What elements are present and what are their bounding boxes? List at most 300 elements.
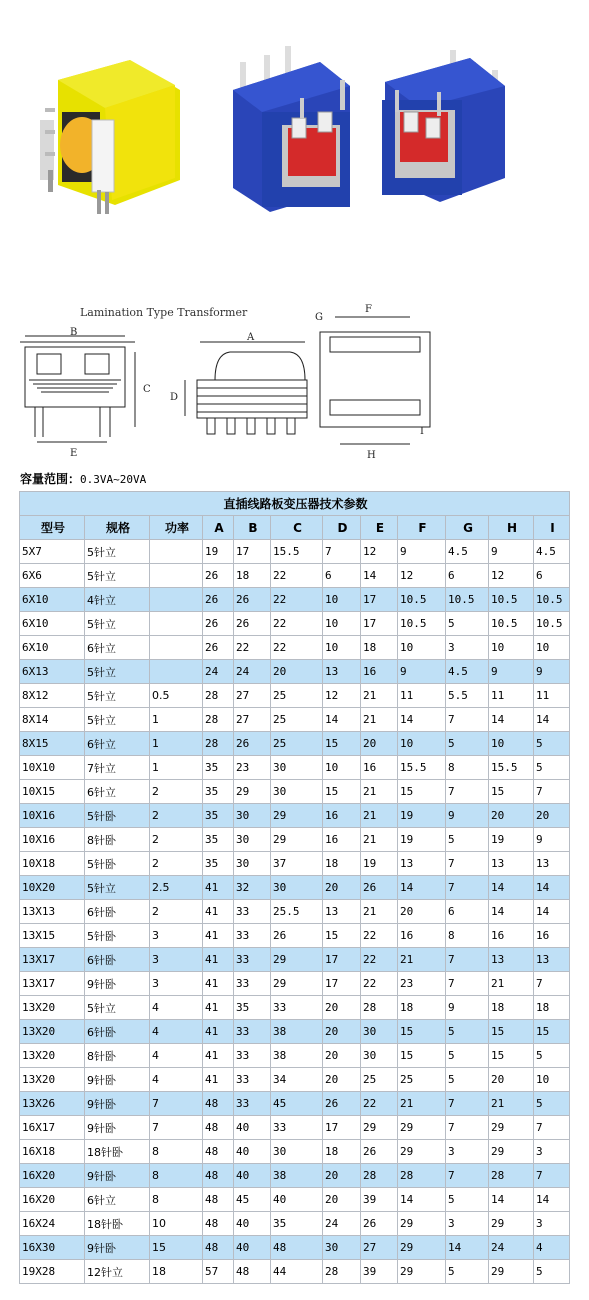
table-cell: 13X15 <box>20 924 85 948</box>
table-cell: 10.5 <box>534 612 570 636</box>
table-row <box>20 780 570 804</box>
table-cell: 48 <box>203 1116 234 1140</box>
table-cell: 9 <box>398 540 446 564</box>
table-cell: 25 <box>361 1068 398 1092</box>
table-cell: 44 <box>271 1260 323 1284</box>
table-cell: 33 <box>234 1044 271 1068</box>
table-cell: 5 <box>534 1260 570 1284</box>
table-cell: 13X20 <box>20 1044 85 1068</box>
table-cell: 33 <box>234 900 271 924</box>
table-cell: 19 <box>398 828 446 852</box>
table-cell: 5.5 <box>446 684 489 708</box>
table-cell: 14 <box>398 708 446 732</box>
table-cell: 22 <box>271 612 323 636</box>
table-cell: 30 <box>323 1236 361 1260</box>
table-cell: 7针立 <box>85 756 150 780</box>
table-cell: 9 <box>489 660 534 684</box>
table-cell: 20 <box>323 1044 361 1068</box>
table-cell: 3 <box>446 636 489 660</box>
table-cell: 22 <box>361 924 398 948</box>
table-row <box>20 828 570 852</box>
table-cell: 22 <box>361 1092 398 1116</box>
table-cell: 3 <box>534 1140 570 1164</box>
table-cell: 13 <box>534 852 570 876</box>
table-cell: 21 <box>361 828 398 852</box>
table-cell: 8 <box>446 756 489 780</box>
table-row <box>20 612 570 636</box>
table-cell: 26 <box>203 612 234 636</box>
table-cell: 30 <box>234 804 271 828</box>
table-cell: 16X20 <box>20 1188 85 1212</box>
table-cell: 7 <box>446 780 489 804</box>
table-cell: 41 <box>203 1068 234 1092</box>
table-cell: 5 <box>534 1044 570 1068</box>
table-cell: 39 <box>361 1260 398 1284</box>
table-cell: 14 <box>534 876 570 900</box>
product-photos <box>0 0 589 240</box>
table-cell: 0.5 <box>150 684 203 708</box>
table-row <box>20 1044 570 1068</box>
table-cell: 17 <box>361 588 398 612</box>
table-cell: 14 <box>489 708 534 732</box>
table-cell: 48 <box>203 1212 234 1236</box>
table-row <box>20 924 570 948</box>
table-cell: 16 <box>361 660 398 684</box>
table-cell: 20 <box>271 660 323 684</box>
table-cell: 3 <box>150 972 203 996</box>
table-cell: 12 <box>489 564 534 588</box>
table-cell: 9针卧 <box>85 1116 150 1140</box>
table-cell: 5针立 <box>85 876 150 900</box>
table-cell: 6X10 <box>20 612 85 636</box>
table-cell: 20 <box>323 1020 361 1044</box>
table-cell: 15 <box>489 1044 534 1068</box>
column-header: I <box>534 516 570 540</box>
table-cell: 12 <box>398 564 446 588</box>
table-cell: 25 <box>271 732 323 756</box>
yellow-transformer-photo <box>40 60 180 214</box>
table-cell: 5 <box>446 1068 489 1092</box>
table-cell: 3 <box>446 1140 489 1164</box>
table-cell: 10X16 <box>20 804 85 828</box>
table-cell: 9针卧 <box>85 1236 150 1260</box>
table-cell: 7 <box>150 1116 203 1140</box>
table-cell: 8 <box>150 1164 203 1188</box>
table-cell: 33 <box>271 1116 323 1140</box>
table-cell: 30 <box>271 780 323 804</box>
table-cell: 28 <box>323 1260 361 1284</box>
dim-label-e: E <box>70 448 78 459</box>
table-cell: 21 <box>398 1092 446 1116</box>
table-cell <box>150 612 203 636</box>
table-cell: 41 <box>203 900 234 924</box>
table-cell: 26 <box>323 1092 361 1116</box>
table-cell: 2 <box>150 804 203 828</box>
table-cell: 6 <box>446 564 489 588</box>
table-cell: 17 <box>323 948 361 972</box>
table-cell: 13X17 <box>20 948 85 972</box>
table-cell: 5针立 <box>85 708 150 732</box>
table-cell: 41 <box>203 996 234 1020</box>
table-cell: 7 <box>446 948 489 972</box>
table-cell: 10.5 <box>398 612 446 636</box>
table-cell: 48 <box>203 1092 234 1116</box>
table-row <box>20 996 570 1020</box>
table-cell: 33 <box>234 924 271 948</box>
table-row <box>20 1140 570 1164</box>
table-row <box>20 636 570 660</box>
table-cell: 3 <box>534 1212 570 1236</box>
table-cell: 9针卧 <box>85 1068 150 1092</box>
table-cell: 13 <box>323 660 361 684</box>
table-cell: 48 <box>203 1140 234 1164</box>
table-cell: 45 <box>234 1188 271 1212</box>
table-cell: 18 <box>398 996 446 1020</box>
table-cell: 6针立 <box>85 780 150 804</box>
table-cell: 8X14 <box>20 708 85 732</box>
table-cell: 41 <box>203 1020 234 1044</box>
table-cell: 13 <box>489 852 534 876</box>
table-cell: 11 <box>489 684 534 708</box>
table-cell: 41 <box>203 948 234 972</box>
table-cell: 48 <box>271 1236 323 1260</box>
table-cell: 5针立 <box>85 612 150 636</box>
table-cell: 5X7 <box>20 540 85 564</box>
table-cell: 22 <box>271 636 323 660</box>
table-cell: 27 <box>361 1236 398 1260</box>
table-cell: 24 <box>323 1212 361 1236</box>
table-cell: 6 <box>534 564 570 588</box>
table-cell: 33 <box>234 948 271 972</box>
table-row <box>20 588 570 612</box>
table-cell: 35 <box>203 852 234 876</box>
table-cell: 24 <box>234 660 271 684</box>
table-cell: 7 <box>446 852 489 876</box>
table-cell: 8 <box>150 1140 203 1164</box>
table-cell <box>150 588 203 612</box>
table-body <box>20 540 570 1284</box>
dim-label-g: G <box>315 312 323 323</box>
table-cell: 5 <box>446 1020 489 1044</box>
table-cell: 10 <box>323 636 361 660</box>
table-cell: 3 <box>150 924 203 948</box>
table-cell: 40 <box>234 1164 271 1188</box>
table-row <box>20 564 570 588</box>
table-cell: 3 <box>446 1212 489 1236</box>
table-cell: 22 <box>271 588 323 612</box>
table-cell: 14 <box>534 708 570 732</box>
table-cell: 11 <box>534 684 570 708</box>
table-cell: 18 <box>150 1260 203 1284</box>
table-cell: 16X30 <box>20 1236 85 1260</box>
table-cell: 16 <box>323 804 361 828</box>
table-cell: 19 <box>489 828 534 852</box>
table-cell: 27 <box>234 708 271 732</box>
table-cell: 13X13 <box>20 900 85 924</box>
table-row <box>20 756 570 780</box>
table-cell: 10 <box>398 732 446 756</box>
table-cell: 48 <box>234 1260 271 1284</box>
table-cell: 5针卧 <box>85 804 150 828</box>
table-cell <box>150 660 203 684</box>
table-cell: 29 <box>398 1236 446 1260</box>
spec-table <box>19 491 570 1284</box>
capacity-range <box>20 472 146 487</box>
dim-label-d: D <box>170 392 179 403</box>
dim-label-i: I <box>420 426 424 437</box>
table-cell: 5针立 <box>85 996 150 1020</box>
table-row <box>20 1068 570 1092</box>
table-row <box>20 1020 570 1044</box>
table-cell <box>150 540 203 564</box>
table-cell: 14 <box>489 1188 534 1212</box>
table-cell: 30 <box>234 828 271 852</box>
table-cell: 15 <box>489 780 534 804</box>
table-cell: 10X15 <box>20 780 85 804</box>
table-cell: 10 <box>323 588 361 612</box>
table-cell: 10X20 <box>20 876 85 900</box>
table-cell: 28 <box>361 996 398 1020</box>
table-cell: 14 <box>534 1188 570 1212</box>
table-cell: 10.5 <box>489 612 534 636</box>
table-row <box>20 540 570 564</box>
table-cell: 12 <box>323 684 361 708</box>
table-cell: 40 <box>234 1116 271 1140</box>
table-cell: 16 <box>489 924 534 948</box>
table-cell: 20 <box>323 1164 361 1188</box>
table-cell: 30 <box>361 1044 398 1068</box>
table-cell: 14 <box>323 708 361 732</box>
table-cell: 35 <box>203 828 234 852</box>
table-cell: 10 <box>534 1068 570 1092</box>
table-cell: 48 <box>203 1188 234 1212</box>
table-cell: 16 <box>323 828 361 852</box>
table-cell: 16X24 <box>20 1212 85 1236</box>
table-cell: 15 <box>398 1044 446 1068</box>
table-cell: 5针卧 <box>85 852 150 876</box>
table-cell: 18 <box>234 564 271 588</box>
table-cell: 20 <box>398 900 446 924</box>
column-header: C <box>271 516 323 540</box>
table-cell: 21 <box>361 900 398 924</box>
table-cell: 12 <box>361 540 398 564</box>
table-cell: 5针立 <box>85 684 150 708</box>
table-cell: 8X15 <box>20 732 85 756</box>
table-cell: 21 <box>489 972 534 996</box>
table-cell: 6针卧 <box>85 1020 150 1044</box>
table-cell: 5 <box>446 1188 489 1212</box>
table-cell: 14 <box>489 900 534 924</box>
table-cell: 26 <box>203 636 234 660</box>
column-header: 规格 <box>85 516 150 540</box>
table-cell: 19 <box>203 540 234 564</box>
table-cell: 33 <box>271 996 323 1020</box>
table-cell: 21 <box>398 948 446 972</box>
table-cell: 34 <box>271 1068 323 1092</box>
table-cell: 4 <box>150 1044 203 1068</box>
table-cell: 29 <box>271 972 323 996</box>
table-cell: 5 <box>534 1092 570 1116</box>
table-cell: 14 <box>534 900 570 924</box>
table-cell: 9 <box>446 804 489 828</box>
table-cell: 17 <box>361 612 398 636</box>
table-cell: 17 <box>323 1116 361 1140</box>
table-cell: 6针卧 <box>85 948 150 972</box>
column-header: H <box>489 516 534 540</box>
table-cell: 9 <box>398 660 446 684</box>
table-cell: 45 <box>271 1092 323 1116</box>
table-cell <box>150 564 203 588</box>
table-cell: 41 <box>203 972 234 996</box>
table-cell: 26 <box>234 588 271 612</box>
table-cell: 38 <box>271 1164 323 1188</box>
table-cell: 15.5 <box>398 756 446 780</box>
table-cell: 4.5 <box>446 540 489 564</box>
table-cell: 13 <box>534 948 570 972</box>
table-cell: 2 <box>150 828 203 852</box>
table-cell: 21 <box>361 708 398 732</box>
table-cell: 48 <box>203 1236 234 1260</box>
table-row <box>20 1212 570 1236</box>
table-cell: 7 <box>534 1116 570 1140</box>
table-cell: 11 <box>398 684 446 708</box>
table-cell: 25 <box>271 708 323 732</box>
table-cell: 24 <box>203 660 234 684</box>
table-cell: 41 <box>203 876 234 900</box>
table-cell: 5针立 <box>85 660 150 684</box>
table-cell: 7 <box>150 1092 203 1116</box>
table-cell: 5 <box>534 756 570 780</box>
table-cell: 6X10 <box>20 588 85 612</box>
table-cell: 21 <box>361 780 398 804</box>
table-cell: 26 <box>203 564 234 588</box>
table-cell: 38 <box>271 1044 323 1068</box>
table-row <box>20 732 570 756</box>
table-cell: 29 <box>271 828 323 852</box>
column-header: 型号 <box>20 516 85 540</box>
table-cell: 30 <box>271 756 323 780</box>
table-cell: 20 <box>323 876 361 900</box>
table-cell: 29 <box>271 804 323 828</box>
table-cell: 35 <box>203 804 234 828</box>
table-cell: 10 <box>150 1212 203 1236</box>
table-cell: 16X17 <box>20 1116 85 1140</box>
table-cell: 2 <box>150 900 203 924</box>
table-cell: 7 <box>534 972 570 996</box>
table-row <box>20 708 570 732</box>
table-cell: 37 <box>271 852 323 876</box>
table-cell: 4.5 <box>446 660 489 684</box>
table-cell: 29 <box>398 1140 446 1164</box>
table-cell: 33 <box>234 972 271 996</box>
table-cell: 5 <box>446 612 489 636</box>
table-cell: 22 <box>361 972 398 996</box>
table-cell: 2 <box>150 780 203 804</box>
table-cell: 28 <box>398 1164 446 1188</box>
table-cell: 6 <box>323 564 361 588</box>
table-cell: 6针卧 <box>85 900 150 924</box>
table-cell: 10.5 <box>489 588 534 612</box>
table-cell: 14 <box>398 1188 446 1212</box>
table-row <box>20 876 570 900</box>
table-cell: 20 <box>323 996 361 1020</box>
table-cell: 26 <box>234 732 271 756</box>
table-row <box>20 804 570 828</box>
table-cell: 26 <box>361 1140 398 1164</box>
table-cell: 19X28 <box>20 1260 85 1284</box>
table-cell: 26 <box>234 612 271 636</box>
table-cell: 8 <box>150 1188 203 1212</box>
table-row <box>20 1236 570 1260</box>
table-cell: 5针卧 <box>85 924 150 948</box>
table-cell: 5针立 <box>85 564 150 588</box>
table-row <box>20 1260 570 1284</box>
table-cell: 4 <box>150 1020 203 1044</box>
table-cell: 23 <box>398 972 446 996</box>
table-cell: 15.5 <box>271 540 323 564</box>
table-cell: 33 <box>234 1020 271 1044</box>
table-cell: 9针卧 <box>85 1092 150 1116</box>
table-cell: 6X10 <box>20 636 85 660</box>
table-row <box>20 1164 570 1188</box>
table-cell: 26 <box>271 924 323 948</box>
table-cell: 7 <box>446 708 489 732</box>
table-cell: 14 <box>398 876 446 900</box>
table-cell: 20 <box>489 1068 534 1092</box>
table-cell: 27 <box>234 684 271 708</box>
blue-transformer-photo <box>233 46 350 212</box>
table-cell: 17 <box>234 540 271 564</box>
table-cell: 29 <box>398 1212 446 1236</box>
table-cell: 40 <box>234 1140 271 1164</box>
table-cell: 29 <box>489 1116 534 1140</box>
table-cell: 7 <box>446 876 489 900</box>
table-cell: 26 <box>361 876 398 900</box>
dim-label-h: H <box>367 450 376 461</box>
table-cell: 20 <box>489 804 534 828</box>
table-cell: 10.5 <box>534 588 570 612</box>
table-cell: 20 <box>323 1188 361 1212</box>
table-cell: 7 <box>323 540 361 564</box>
table-cell: 57 <box>203 1260 234 1284</box>
table-title: 直插线路板变压器技术参数 <box>20 492 570 516</box>
table-cell: 29 <box>489 1260 534 1284</box>
table-cell: 7 <box>446 1092 489 1116</box>
table-row <box>20 900 570 924</box>
table-cell: 8X12 <box>20 684 85 708</box>
table-cell: 4 <box>150 1068 203 1092</box>
table-cell: 21 <box>361 684 398 708</box>
table-cell: 21 <box>361 804 398 828</box>
table-cell: 22 <box>361 948 398 972</box>
table-cell: 2 <box>150 852 203 876</box>
dim-label-b: B <box>70 327 78 338</box>
table-cell: 17 <box>323 972 361 996</box>
table-cell: 29 <box>489 1212 534 1236</box>
table-cell: 10.5 <box>398 588 446 612</box>
table-cell: 30 <box>271 876 323 900</box>
table-cell: 2.5 <box>150 876 203 900</box>
table-cell: 13 <box>323 900 361 924</box>
table-cell <box>150 636 203 660</box>
table-cell: 16X20 <box>20 1164 85 1188</box>
table-cell: 26 <box>361 1212 398 1236</box>
table-cell: 41 <box>203 1044 234 1068</box>
table-cell: 20 <box>361 732 398 756</box>
table-cell: 41 <box>203 924 234 948</box>
table-cell: 25 <box>271 684 323 708</box>
table-cell: 29 <box>271 948 323 972</box>
